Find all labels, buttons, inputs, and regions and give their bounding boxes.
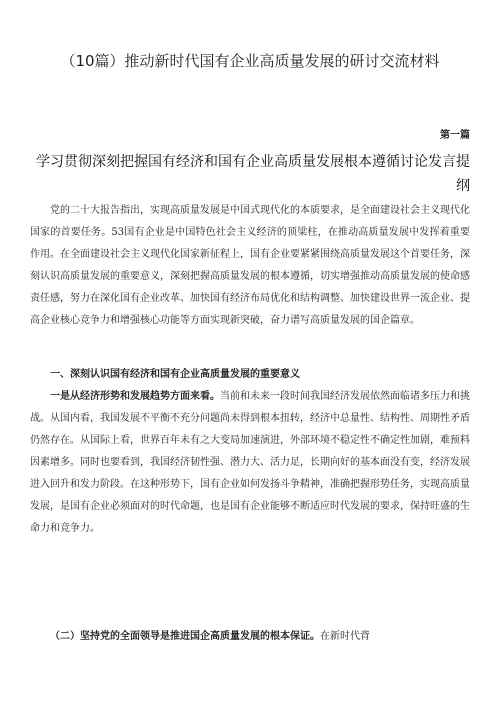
paragraph-body: 在新时代背 xyxy=(320,631,370,642)
paragraph-lead: 一是从经济形势和发展趋势方面来看。 xyxy=(50,391,220,402)
document-title: （10篇）推动新时代国有企业高质量发展的研讨交流材料 xyxy=(60,52,440,70)
paragraph-party-leadership xyxy=(30,626,470,648)
part-title: 学习贯彻深刻把握国有经济和国有企业高质量发展根本遵循讨论发言提纲 xyxy=(36,154,470,194)
part-label: 第一篇 xyxy=(440,130,470,141)
intro-paragraph: 党的二十大报告指出，实现高质量发展是中国式现代化的本质要求，是全面建设社会主义现代化国家的首要任务。53国有企业是中国特色社会主义经济的顶梁柱，在推动高质量发展中发挥着重要作用。在全面建设社会主义现代化国家新征程上，国有企业要紧紧围绕高质量发展这个首要任务，深刻认识高质量发展的重要意义，深刻把握高质量发展的根本遵循，切实增强推动高质量发展的使命感责任感，努力在深化国有企业改革、加快国有经济布局优化和结构调整、加快建设世界一流企业、提高企业核心竞争力和增强核心功能等方面实现新突破，奋力谱写高质量发展的国企篇章。 xyxy=(30,205,470,326)
paragraph-economic-situation xyxy=(30,386,470,540)
section-heading-1: 一、深刻认识国有经济和国有企业高质量发展的重要意义 xyxy=(50,369,300,380)
paragraph-body: 当前和未来一段时间我国经济发展依然面临诸多压力和挑战。从国内看，我国发展不平衡不充分问题尚未得到根本扭转，经济中总量性、结构性、周期性矛盾仍然存在。从国际上看，世界百年未有之大变局加速演进，外部环境不稳定性不确定性加剧，难预料因素增多。同时也要看到，我国经济韧性强、潜力大、活力足，长期向好的基本面没有变，经济发展进入回升和发力阶段。在这种形势下，国有企业如何发扬斗争精神，准确把握形势任务，实现高质量发展，是国有企业必须面对的时代命题，也是国有企业能够不断适应时代发展的要求，保持旺盛的生命力和竞争力。 xyxy=(30,391,470,534)
paragraph-lead: （二）坚持党的全面领导是推进国企高质量发展的根本保证。 xyxy=(50,631,320,642)
